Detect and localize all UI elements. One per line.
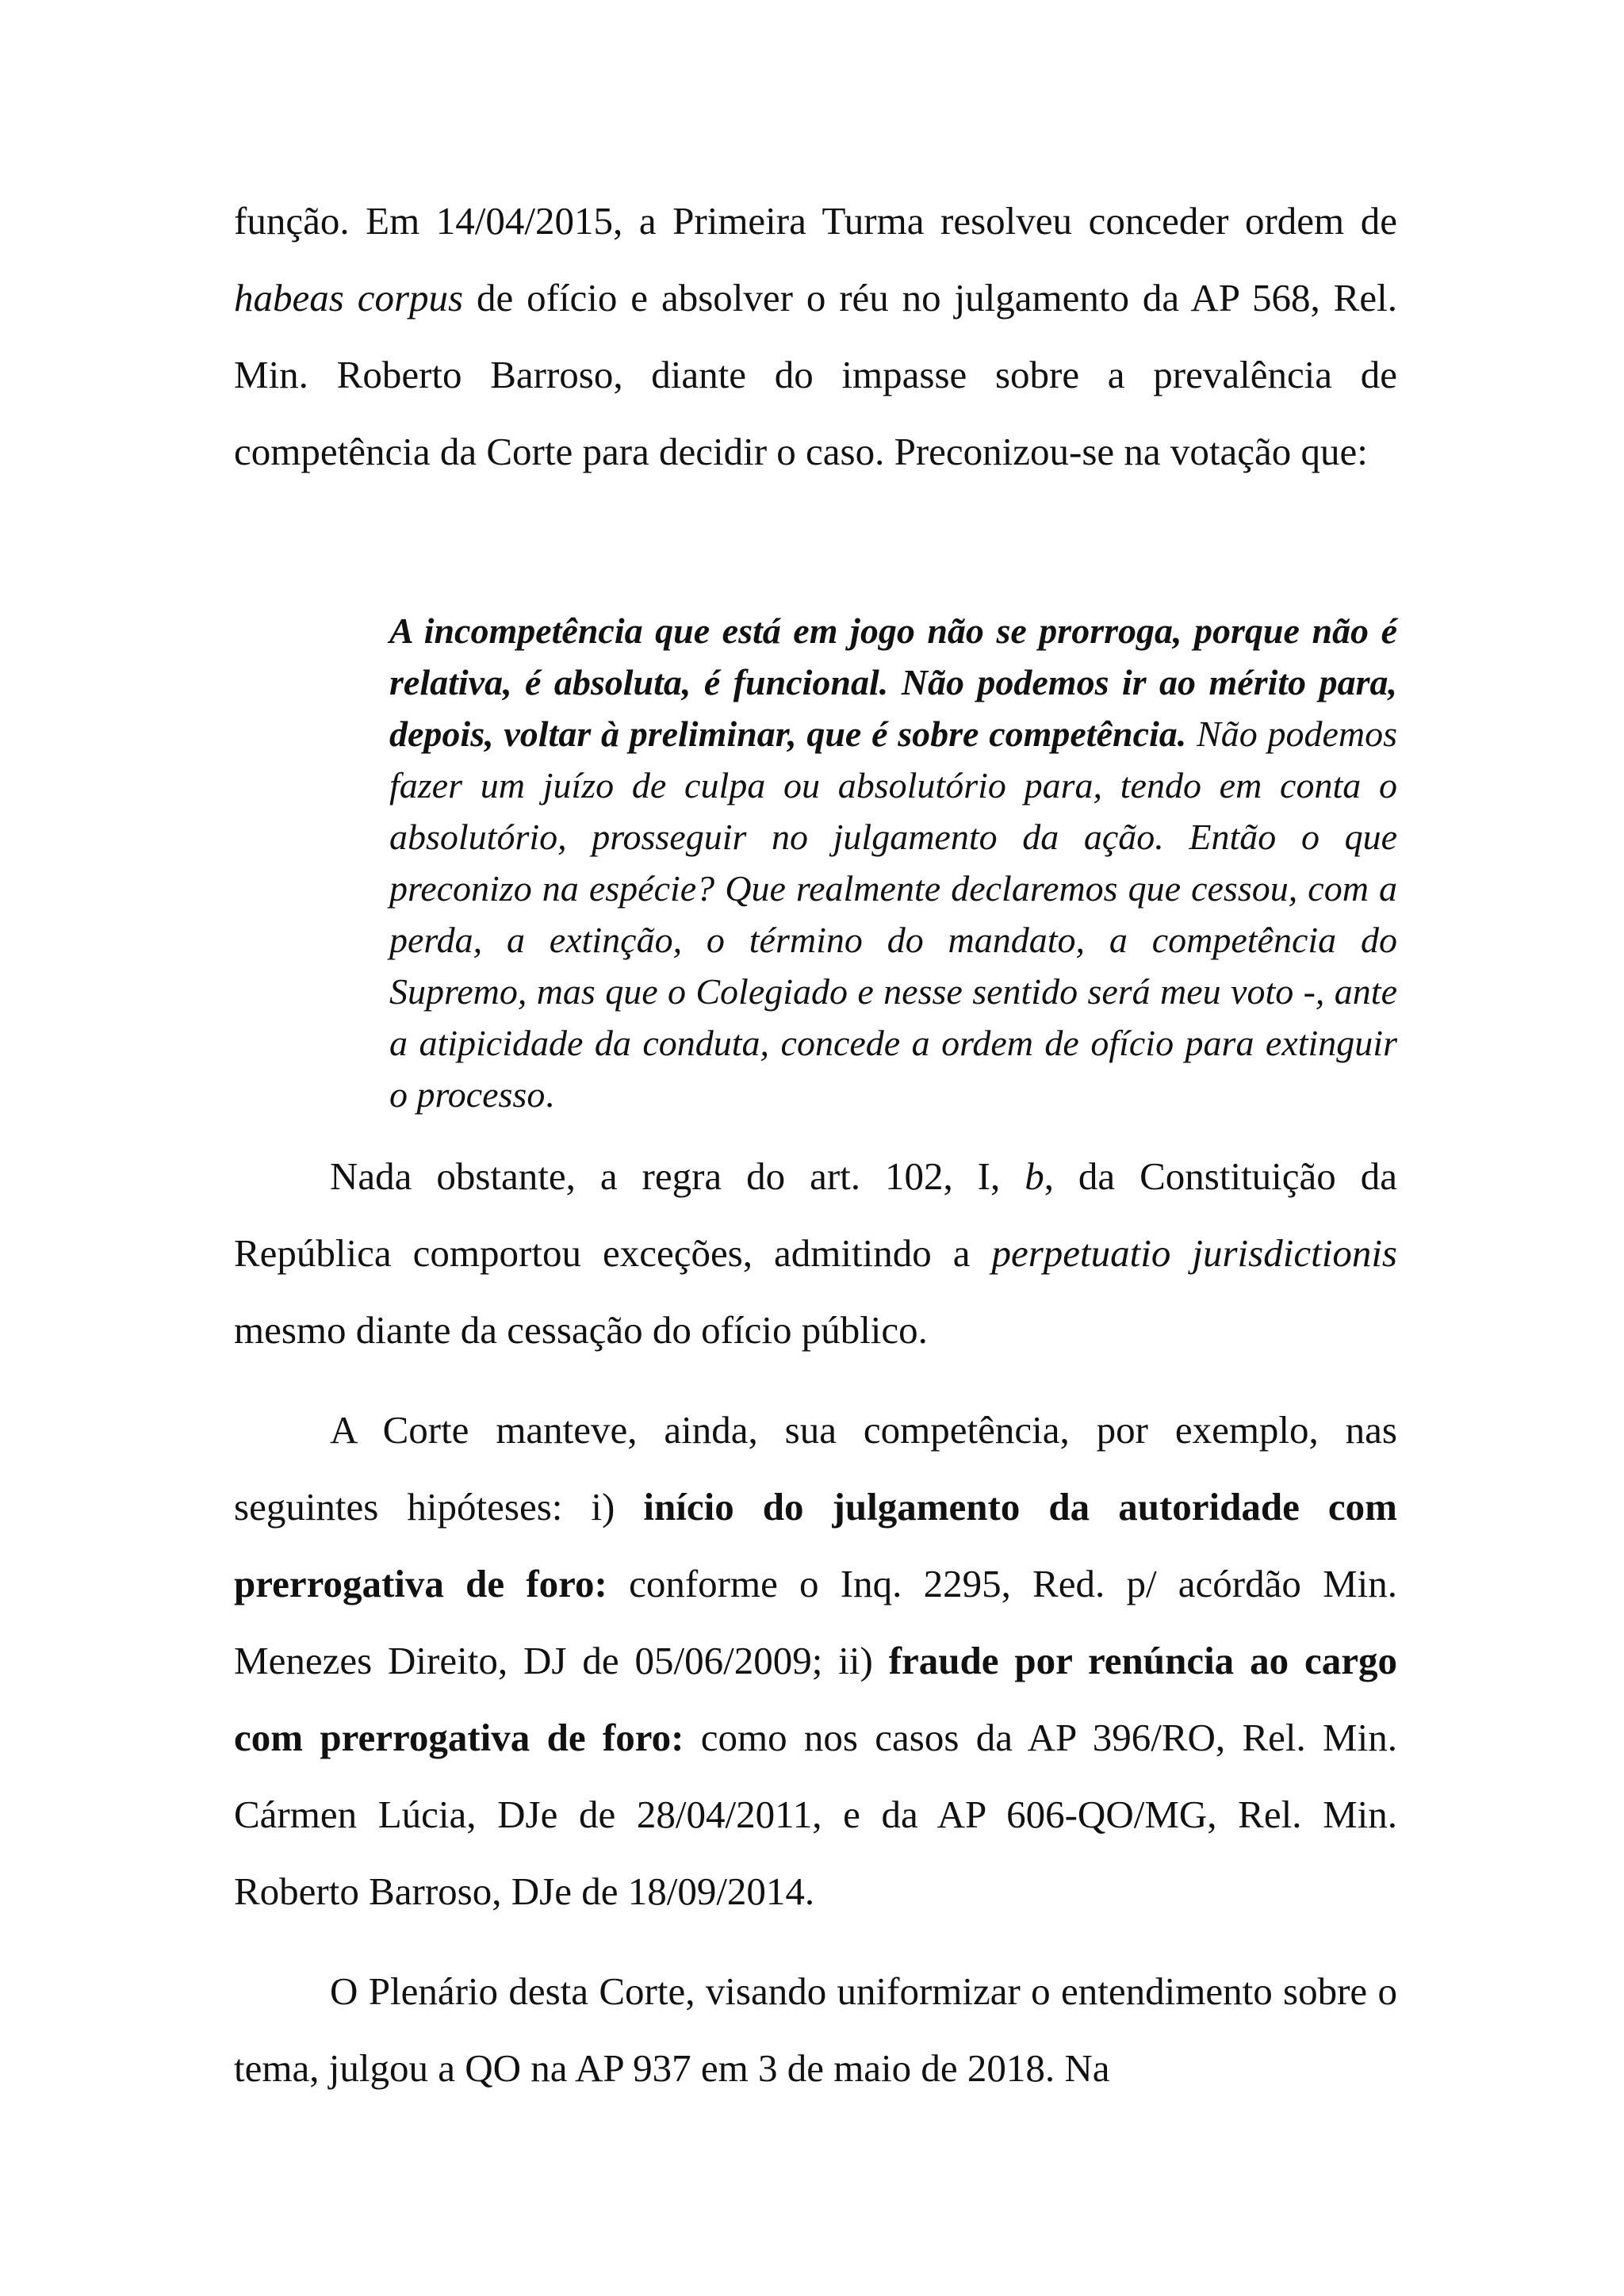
paragraph-2-italic-b: perpetuatio jurisdictionis [991,1231,1397,1275]
paragraph-4-text-a: O Plenário desta Corte, visando uniformizar o entendimento sobre o tema, julgou a QO na AP 937 em 3 de maio de 2018. Na [234,1969,1397,2090]
paragraph-1 [234,182,1397,490]
paragraph-3-text-c: como nos casos da AP 396/RO, Rel. Min. Cármen Lúcia, DJe de 28/04/2011, e da AP 606-QO/MG, Rel. Min. Roberto Barroso, DJe de 18/09/2014. [234,1716,1397,1913]
quote-bold-part: A incompetência que está em jogo não se prorroga, porque não é relativa, é absoluta, é funcional. Não podemos ir ao mérito para, depois, voltar à preliminar, que é sobre competência. [389,610,1397,754]
paragraph-3-bold-b: fraude por renúncia ao cargo com prerrogativa de foro: [234,1639,1397,1759]
paragraph-2 [234,1138,1397,1368]
paragraph-1-text-a: função. Em 14/04/2015, a Primeira Turma resolveu conceder ordem de [234,199,1397,243]
paragraph-3 [234,1391,1397,1930]
quote-italic-part: Não podemos fazer um juízo de culpa ou absolutório para, tendo em conta o absolutório, prosseguir no julgamento da ação. Então o que preconizo na espécie? Que realmente declaremos que cessou, com a perda, a extinção, o término do mandato, a competência do Supremo, mas que o Colegiado e nesse sentido será meu voto -, ante a atipicidade da conduta, concede a ordem de ofício para extinguir o processo [389,714,1397,1115]
block-quote [389,605,1397,1120]
quote-end-period: . [545,1074,554,1115]
paragraph-3-text-b: conforme o Inq. 2295, Red. p/ acórdão Min. Menezes Direito, DJ de 05/06/2009; ii) [234,1562,1398,1682]
paragraph-3-text-a: A Corte manteve, ainda, sua competência, por exemplo, nas seguintes hipóteses: i) [234,1408,1397,1529]
paragraph-2-text-c: mesmo diante da cessação do ofício público. [234,1308,928,1352]
paragraph-2-italic-a: b [1025,1154,1044,1198]
paragraph-1-italic-term: habeas corpus [234,276,464,320]
paragraph-1-text-b: de ofício e absolver o réu no julgamento da AP 568, Rel. Min. Roberto Barroso, diante do impasse sobre a prevalência de competência da Corte para decidir o caso. Preconizou-se na votação que: [234,276,1397,473]
paragraph-4 [234,1953,1397,2107]
paragraph-2-text-b: , da Constituição da República comportou exceções, admitindo a [234,1154,1397,1275]
paragraph-3-bold-a: início do julgamento da autoridade com prerrogativa de foro: [234,1485,1397,1605]
paragraph-2-text-a: Nada obstante, a regra do art. 102, I, [330,1154,1025,1198]
